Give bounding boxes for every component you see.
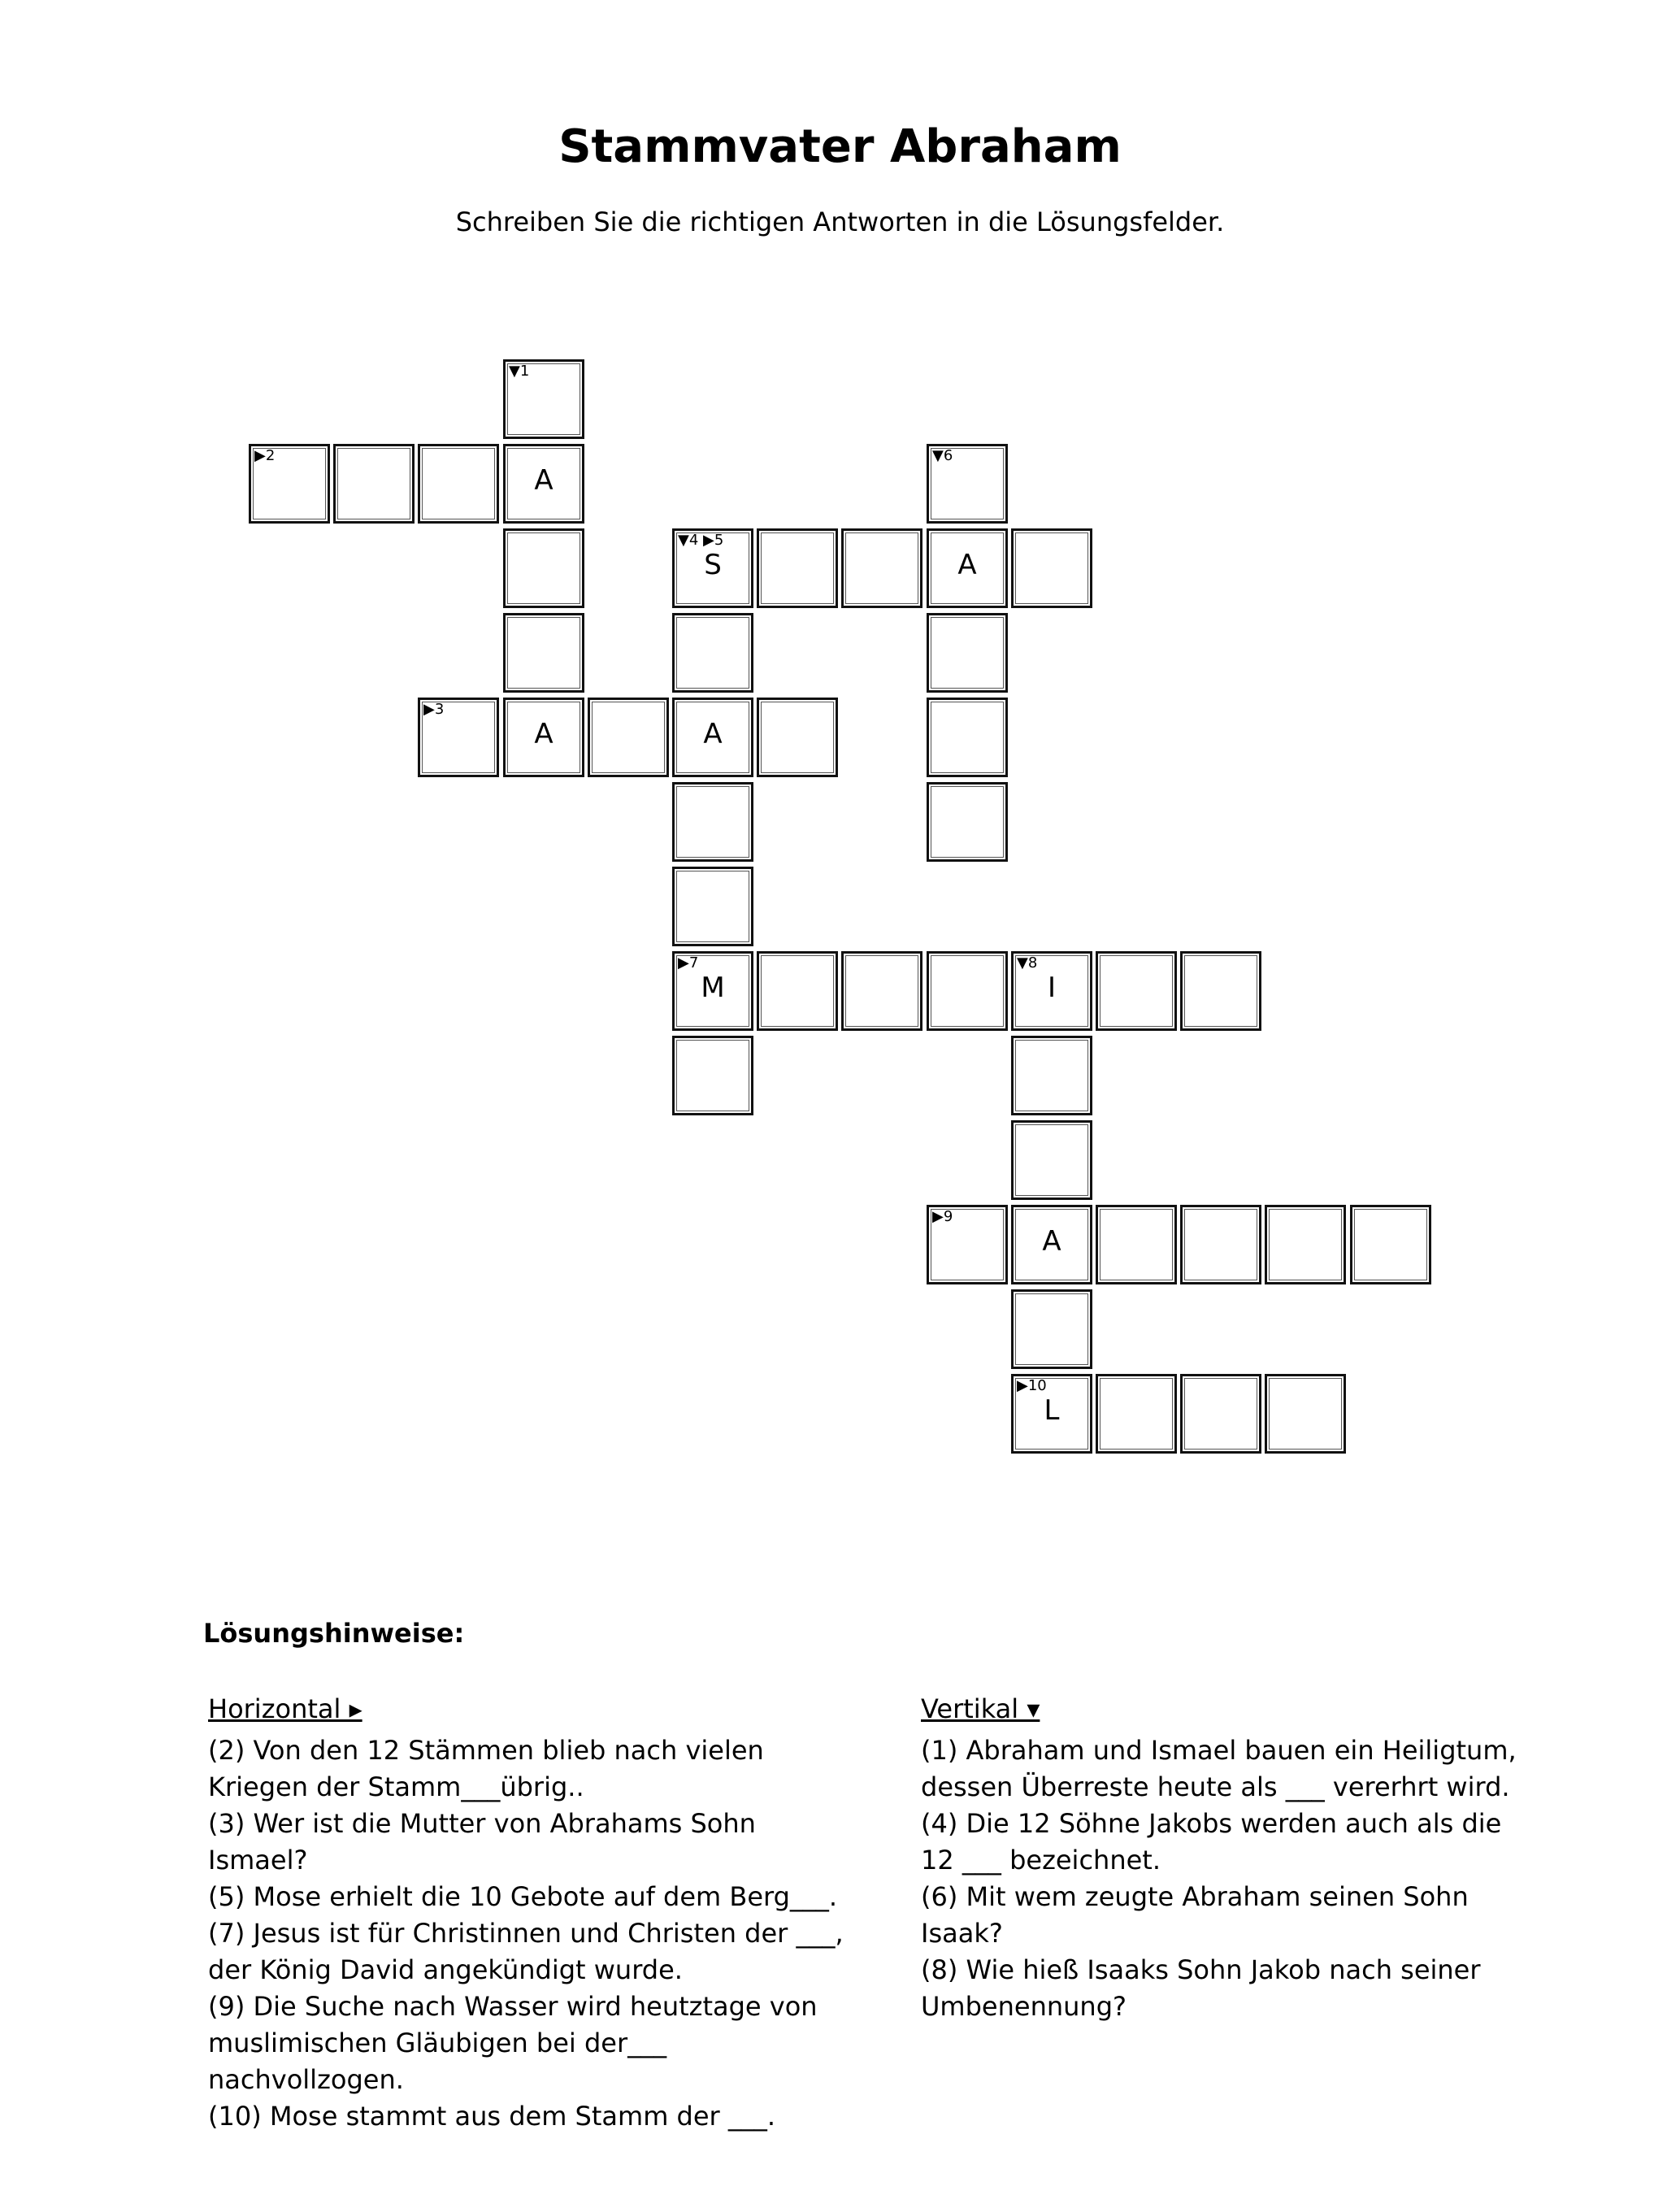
crossword-cell[interactable]	[927, 782, 1008, 862]
clue-line: Ismael?	[208, 1845, 308, 1876]
crossword-cell[interactable]	[1350, 1205, 1431, 1284]
given-letter: L	[1044, 1394, 1060, 1427]
crossword-cell[interactable]	[1011, 528, 1092, 608]
crossword-cell[interactable]	[1096, 1205, 1177, 1284]
clue-line: (6) Mit wem zeugte Abraham seinen Sohn	[921, 1881, 1469, 1912]
clue-number: ▼1	[509, 363, 530, 380]
clue-number: ▶3	[423, 701, 445, 718]
given-letter: A	[1042, 1225, 1061, 1258]
clue-line: (3) Wer ist die Mutter von Abrahams Sohn	[208, 1808, 756, 1839]
crossword-cell[interactable]	[927, 613, 1008, 693]
crossword-cell[interactable]	[503, 444, 584, 524]
crossword-cell[interactable]	[927, 528, 1008, 608]
given-letter: S	[704, 549, 722, 581]
page-title: Stammvater Abraham	[558, 120, 1122, 173]
crossword-cell[interactable]	[1180, 1205, 1261, 1284]
clue-line: Umbenennung?	[921, 1991, 1127, 2022]
clue-number: ▶10	[1017, 1377, 1047, 1394]
crossword-cell[interactable]	[757, 951, 838, 1031]
crossword-cell[interactable]	[672, 951, 753, 1031]
crossword-cell[interactable]	[927, 1205, 1008, 1284]
crossword-cell[interactable]	[1011, 1374, 1092, 1454]
crossword-cell[interactable]	[1265, 1205, 1346, 1284]
crossword-cell[interactable]	[927, 444, 1008, 524]
clue-line: 12 ___ bezeichnet.	[921, 1845, 1161, 1876]
clue-line: (1) Abraham und Ismael bauen ein Heiligtum,	[921, 1735, 1517, 1766]
clue-line: (2) Von den 12 Stämmen blieb nach vielen	[208, 1735, 764, 1766]
crossword-cell[interactable]	[418, 444, 499, 524]
crossword-cell[interactable]	[1180, 1374, 1261, 1454]
crossword-cell[interactable]	[672, 782, 753, 862]
crossword-cell[interactable]	[841, 528, 922, 608]
crossword-cell[interactable]	[1011, 1036, 1092, 1115]
clue-line: (5) Mose erhielt die 10 Gebote auf dem Berg___.	[208, 1881, 838, 1912]
given-letter: A	[957, 549, 977, 581]
crossword-cell[interactable]	[1011, 951, 1092, 1031]
given-letter: A	[703, 718, 723, 750]
crossword-cell[interactable]	[1265, 1374, 1346, 1454]
crossword-cell[interactable]	[757, 698, 838, 777]
clue-line: nachvollzogen.	[208, 2064, 404, 2095]
clue-number: ▼4 ▶5	[678, 532, 724, 549]
hints-heading: Lösungshinweise:	[203, 1618, 465, 1649]
clue-line: Isaak?	[921, 1918, 1003, 1949]
clue-line: (10) Mose stammt aus dem Stamm der ___.	[208, 2101, 776, 2132]
vertical-clues	[921, 1691, 1604, 2025]
crossword-cell[interactable]	[841, 951, 922, 1031]
clue-line: (7) Jesus ist für Christinnen und Christen der ___,	[208, 1918, 844, 1949]
crossword-cell[interactable]	[927, 951, 1008, 1031]
instructions: Schreiben Sie die richtigen Antworten in die Lösungsfelder.	[455, 206, 1225, 237]
crossword-cell[interactable]	[1011, 1289, 1092, 1369]
clue-line: muslimischen Gläubigen bei der___	[208, 2028, 667, 2058]
given-letter: A	[534, 464, 553, 497]
clue-line: der König David angekündigt wurde.	[208, 1954, 683, 1985]
crossword-cell[interactable]	[672, 698, 753, 777]
crossword-cell[interactable]	[503, 613, 584, 693]
crossword-cell[interactable]	[672, 528, 753, 608]
clue-line: dessen Überreste heute als ___ vererhrt wird.	[921, 1771, 1510, 1802]
clue-line: (8) Wie hieß Isaaks Sohn Jakob nach seiner	[921, 1954, 1481, 1985]
crossword-cell[interactable]	[1180, 951, 1261, 1031]
vertical-clues-heading: Vertikal ▾	[921, 1693, 1040, 1724]
clue-line: (4) Die 12 Söhne Jakobs werden auch als die	[921, 1808, 1502, 1839]
crossword-cell[interactable]	[757, 528, 838, 608]
crossword-cell[interactable]	[1011, 1205, 1092, 1284]
crossword-cell[interactable]	[672, 613, 753, 693]
crossword-cell[interactable]	[1011, 1120, 1092, 1200]
clue-number: ▼6	[932, 447, 953, 464]
crossword-cell[interactable]	[333, 444, 415, 524]
crossword-cell[interactable]	[1096, 951, 1177, 1031]
given-letter: M	[701, 971, 725, 1004]
crossword-cell[interactable]	[672, 867, 753, 946]
crossword-cell[interactable]	[588, 698, 669, 777]
clue-line: (9) Die Suche nach Wasser wird heutztage von	[208, 1991, 818, 2022]
crossword-cell[interactable]	[503, 528, 584, 608]
clue-line: Kriegen der Stamm___übrig..	[208, 1771, 584, 1802]
crossword-cell[interactable]	[672, 1036, 753, 1115]
crossword-cell[interactable]	[418, 698, 499, 777]
clue-number: ▶7	[678, 954, 699, 971]
crossword-cell[interactable]	[1096, 1374, 1177, 1454]
given-letter: I	[1047, 971, 1057, 1004]
horizontal-clues-heading: Horizontal ▸	[208, 1693, 362, 1724]
clue-number: ▼8	[1017, 954, 1038, 971]
crossword-cell[interactable]	[927, 698, 1008, 777]
given-letter: A	[534, 718, 553, 750]
horizontal-clues	[208, 1691, 891, 2135]
crossword-cell[interactable]	[503, 698, 584, 777]
crossword-cell[interactable]	[249, 444, 330, 524]
clue-number: ▶2	[254, 447, 276, 464]
crossword-cell[interactable]	[503, 359, 584, 439]
clue-number: ▶9	[932, 1208, 953, 1225]
